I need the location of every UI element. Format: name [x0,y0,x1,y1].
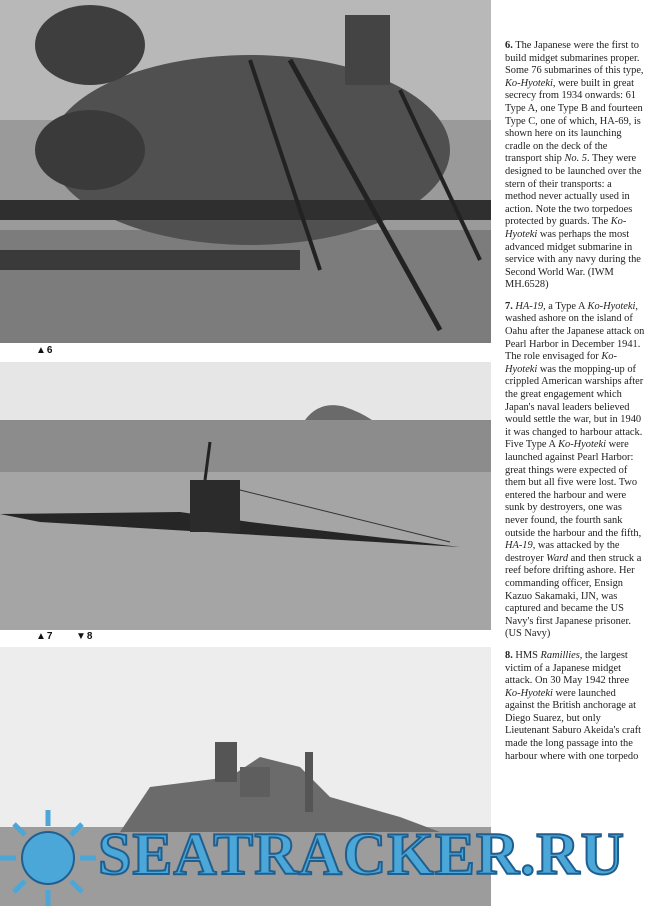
figure-8-marker [76,631,92,642]
caption-7-text: , washed ashore on the island of Oahu after the Japanese attack on Pearl Harbor in December 1941. The role envisaged for [505,300,645,363]
photo-midget-submarine-cradle [0,0,491,343]
caption-6-italic: Ko-Hyoteki [505,216,627,240]
up-triangle-icon: ▲ [36,631,46,642]
caption-7-italic: HA-19 [515,300,544,312]
caption-8-italic: Ramillies [540,649,580,661]
caption-6-text: , were built in great secrecy from 1934 onwards: 61 Type A, one Type B and fourteen Type C, one of which, HA-69, is shown here on its launching cradle on the deck of the transport ship [505,77,643,165]
caption-6-italic: No. 5 [564,153,587,165]
caption-8-text: were launched against the British anchorage at Diego Suarez, but only Lieutenant Saburo Akeida's craft made the long passage into the harbour where with one torpedo [505,687,642,762]
caption-8-number: 8. [505,649,513,661]
caption-7-italic: Ward [546,552,569,564]
caption-7-italic: Ko-Hyoteki [505,351,617,375]
down-triangle-icon: ▼ [76,631,86,642]
caption-7-text: , a Type A [543,300,588,312]
caption-6-text: was perhaps the most advanced midget submarine in service with any navy during the Second World War. (IWM MH.6528) [505,228,641,291]
caption-6 [505,40,645,292]
caption-8-text: HMS [515,649,541,661]
caption-7-number: 7. [505,300,513,312]
caption-7-text: was the mopping-up of crippled American warships after the great engagement which Japan's naval leaders believed would settle the war, but in 1940 it was changed to harbour attack. Five Type A [505,363,644,451]
figure-7-marker [36,631,52,642]
caption-6-italic: Ko-Hyoteki [505,77,553,89]
caption-8-text: , the largest victim of a Japanese midget attack. On 30 May 1942 three [505,649,630,687]
caption-8 [505,650,645,763]
caption-7-italic: Ko-Hyoteki [587,300,636,312]
caption-6-number: 6. [505,40,513,51]
photo-7-illustration [0,362,491,630]
figure-7-label: 7 [46,631,53,642]
caption-7-text: and then struck a reef before drifting ashore. Her commanding officer, Ensign Kazuo Sakamaki, IJN, was captured and became the US Navy's first Japanese prisoner. (US Navy) [505,552,642,640]
caption-6-text: . They were designed to be launched over the stern of their transports: a method never actually used in action. Note the two torpedoes protected by guards. The [505,153,642,228]
caption-7 [505,301,645,641]
figure-8-label: 8 [86,631,93,642]
caption-7-italic: HA-19 [505,540,533,552]
figure-6-label: 6 [46,345,53,356]
caption-8-italic: Ko-Hyoteki [505,687,553,699]
watermark-text: SEATRACKER.RU [98,821,625,887]
caption-7-text: , was attacked by the destroyer [505,540,620,564]
caption-7-italic: Ko-Hyoteki [558,439,606,451]
figure-6-marker [36,345,52,356]
caption-column [505,40,645,772]
up-triangle-icon: ▲ [36,345,46,356]
photo-6-illustration [0,0,491,343]
photo-ha19-ashore [0,362,491,630]
caption-7-text: were launched against Pearl Harbor: great things were expected of them but all five were lost. Two entered the harbour and were sunk by destroyers, one was never found, the fourth sank outside the harbour and the fifth, [505,439,642,539]
caption-6-text: The Japanese were the first to build midget submarines proper. Some 76 submarines of this type, [505,40,644,77]
